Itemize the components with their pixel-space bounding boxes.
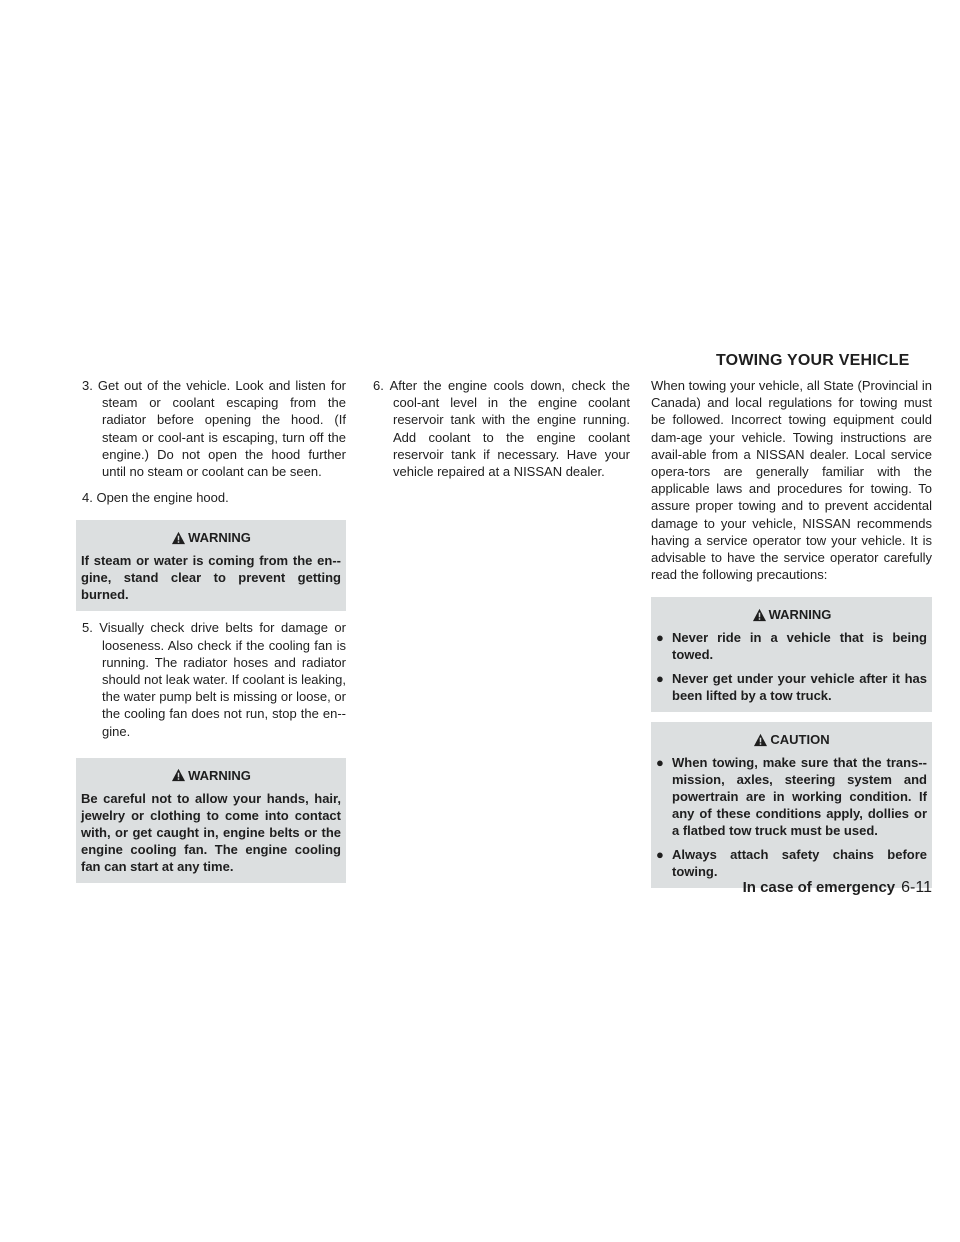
- step-3: 3. Get out of the vehicle. Look and listen for steam or coolant escaping from the radiator before opening the hood. (If steam or cool-ant is escaping, turn off the engine.) Do not open the hood further until no steam or coolant can be seen.: [82, 378, 346, 480]
- bullet-text: Never get under your vehicle after it has been lifted by a tow truck.: [672, 671, 927, 704]
- step-4: 4. Open the engine hood.: [82, 490, 229, 506]
- warning-triangle-icon: [171, 531, 186, 545]
- bullet-icon: ●: [656, 847, 664, 863]
- caution-box-towing: [651, 722, 932, 888]
- bullet-text: When towing, make sure that the trans-mission, axles, steering system and powertrain are in working condition. If any of these conditions apply, dollies or a flatbed tow truck must be used.: [672, 755, 927, 839]
- bullet-icon: ●: [656, 755, 664, 771]
- warning-bullet-1: [656, 629, 927, 663]
- warning-box-fan: [76, 758, 346, 883]
- bullet-icon: ●: [656, 671, 664, 687]
- caution-header: [656, 727, 927, 754]
- warning-label: WARNING: [188, 530, 251, 546]
- warning-box-steam: [76, 520, 346, 611]
- bullet-text: Always attach safety chains before towing.: [672, 847, 927, 880]
- column-right: [651, 377, 932, 888]
- warning-label: WARNING: [768, 607, 832, 623]
- caution-bullet-2: [656, 846, 927, 880]
- chapter-title: In case of emergency: [742, 879, 896, 896]
- warning-triangle-icon: [752, 608, 767, 622]
- column-left: [76, 377, 346, 883]
- towing-intro: When towing your vehicle, all State (Provincial in Canada) and local regulations for towing must be followed. Incorrect towing equipment could dam-age your vehicle. Towing instructions are avail-able from a NISSAN dealer. Local service opera-tors are generally familiar with the applicable laws and procedures for towing. To assure proper towing and to prevent accidental damage to your vehicle, NISSAN recommends having a service operator tow your vehicle. It is advisable to have the service operator carefully read the following precautions:: [651, 378, 932, 583]
- step-6: 6. After the engine cools down, check the cool-ant level in the engine coolant reservoir tank with the engine running. Add coolant to the engine coolant reservoir tank if necessary. Have your vehicle repaired at a NISSAN dealer.: [373, 378, 630, 480]
- page-number: 6-11: [901, 879, 932, 896]
- section-title: TOWING YOUR VEHICLE: [716, 352, 910, 369]
- bullet-text: Never ride in a vehicle that is being towed.: [672, 630, 927, 663]
- warning-text: Be careful not to allow your hands, hair, jewelry or clothing to come into contact with, or get caught in, engine belts or the engine cooling fan. The engine cooling fan can start at any time.: [81, 790, 341, 874]
- page-footer: [743, 879, 932, 897]
- warning-text: If steam or water is coming from the en-gine, stand clear to prevent getting burned.: [81, 553, 341, 603]
- warning-bullet-2: [656, 670, 927, 704]
- bullet-icon: ●: [656, 630, 664, 646]
- caution-triangle-icon: [753, 733, 768, 747]
- warning-label: WARNING: [188, 767, 251, 783]
- caution-bullet-1: [656, 754, 927, 839]
- warning-header: [81, 763, 341, 790]
- warning-box-towing: [651, 597, 932, 712]
- warning-triangle-icon: [171, 768, 186, 782]
- warning-header: [81, 525, 341, 552]
- caution-label: CAUTION: [770, 732, 830, 748]
- column-middle: [367, 377, 630, 480]
- step-5: 5. Visually check drive belts for damage or looseness. Also check if the cooling fan is running. The radiator hoses and radiator should not leak water. If coolant is leaking, the water pump belt is missing or loose, or the cooling fan does not run, stop the en-gine.: [82, 620, 346, 739]
- warning-header: [656, 602, 927, 629]
